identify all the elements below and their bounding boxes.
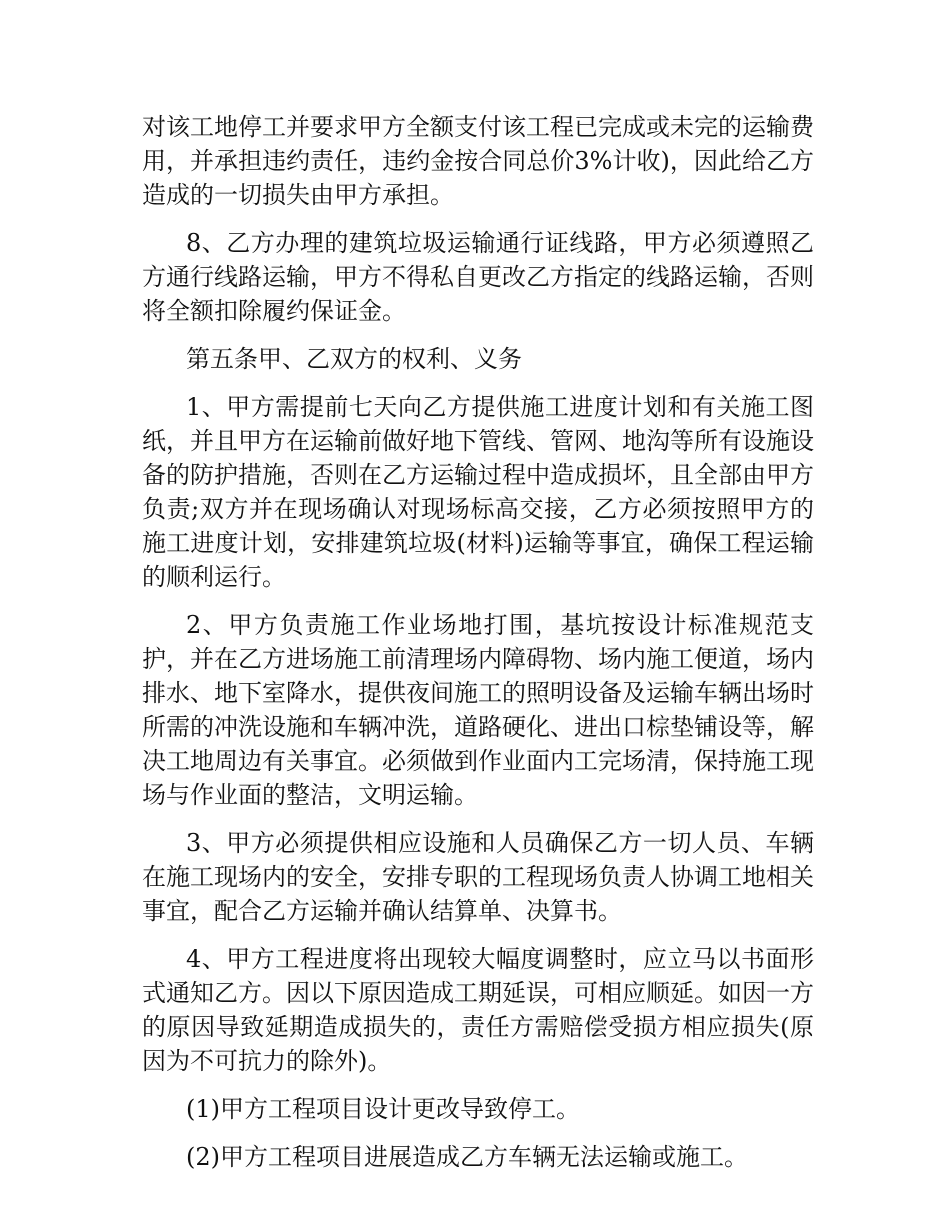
paragraph-continuation: 对该工地停工并要求甲方全额支付该工程已完成或未完的运输费用，并承担违约责任，违约金按合同总价3%计收)，因此给乙方造成的一切损失由甲方承担。 bbox=[142, 113, 814, 209]
section-heading-article-5: 第五条甲、乙双方的权利、义务 bbox=[186, 345, 522, 373]
paragraph-clause-8: 8、乙方办理的建筑垃圾运输通行证线路，甲方必须遵照乙方通行线路运输，甲方不得私自更改乙方指定的线路运输，否则将全额扣除履约保证金。 bbox=[142, 229, 814, 325]
paragraph-item-4: 4、甲方工程进度将出现较大幅度调整时，应立马以书面形式通知乙方。因以下原因造成工期延误，可相应顺延。如因一方的原因导致延期造成损失的，责任方需赔偿受损方相应损失(原因为不可抗力的除外)。 bbox=[142, 945, 814, 1075]
paragraph-item-2: 2、甲方负责施工作业场地打围，基坑按设计标准规范支护，并在乙方进场施工前清理场内障碍物、场内施工便道，场内排水、地下室降水，提供夜间施工的照明设备及运输车辆出场时所需的冲洗设施和车辆冲洗，道路硬化、进出口棕垫铺设等，解决工地周边有关事宜。必须做到作业面内工完场清，保持施工现场与作业面的整洁，文明运输。 bbox=[142, 611, 814, 809]
paragraph-item-1: 1、甲方需提前七天向乙方提供施工进度计划和有关施工图纸，并且甲方在运输前做好地下管线、管网、地沟等所有设施设备的防护措施，否则在乙方运输过程中造成损坏，且全部由甲方负责;双方并在现场确认对现场标高交接，乙方必须按照甲方的施工进度计划，安排建筑垃圾(材料)运输等事宜，确保工程运输的顺利运行。 bbox=[142, 393, 814, 591]
paragraph-subitem-2: (2)甲方工程项目进展造成乙方车辆无法运输或施工。 bbox=[186, 1143, 748, 1171]
paragraph-subitem-1: (1)甲方工程项目设计更改导致停工。 bbox=[186, 1095, 580, 1123]
document-body bbox=[142, 110, 814, 1188]
paragraph-item-3: 3、甲方必须提供相应设施和人员确保乙方一切人员、车辆在施工现场内的安全，安排专职的工程现场负责人协调工地相关事宜，配合乙方运输并确认结算单、决算书。 bbox=[142, 829, 814, 925]
